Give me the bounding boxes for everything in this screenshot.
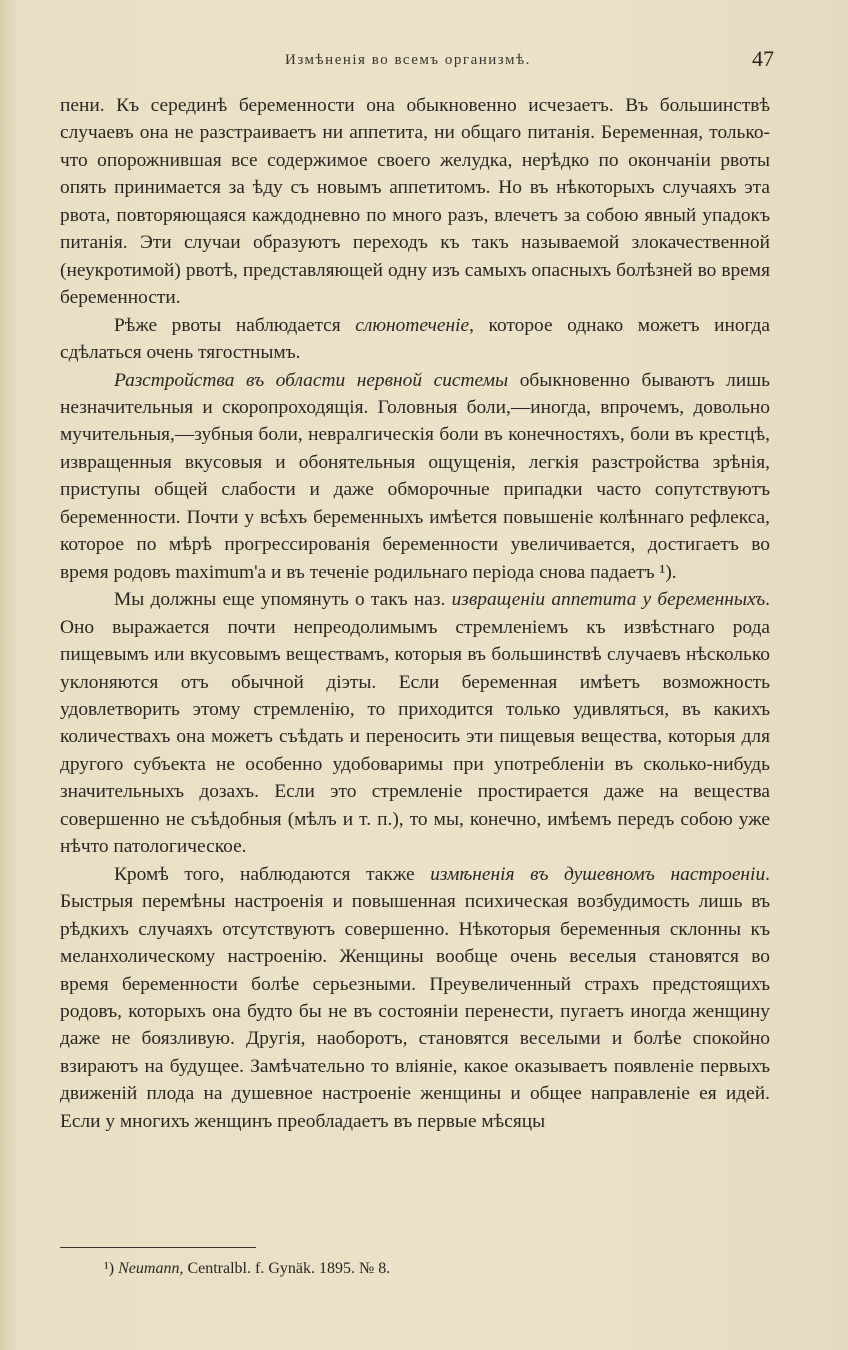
paragraph bbox=[60, 92, 770, 312]
footnote bbox=[104, 1260, 390, 1278]
footnote-citation: , Centralbl. f. Gynäk. 1895. № 8. bbox=[179, 1260, 391, 1277]
paragraph bbox=[60, 312, 770, 367]
italic-phrase: Разстройства въ области нервной системы bbox=[114, 369, 509, 391]
page-header bbox=[0, 46, 848, 76]
footnote-marker: ¹) bbox=[104, 1260, 115, 1277]
italic-phrase: слюнотеченіе bbox=[355, 314, 470, 336]
footnote-author: Neumann bbox=[118, 1260, 180, 1277]
text-run: . Быстрыя перемѣны настроенія и повышенная психическая возбудимость лишь въ рѣдкихъ случаяхъ отсутствуютъ совершенно. Нѣкоторыя беременныя склонны къ меланхолическому настроенію. Женщины вообще очень веселыя становятся во время беременности болѣе серьезными. Преувеличенный страхъ предстоящихъ родовъ, которыхъ она будто бы не въ состояніи перенести, пугаетъ иногда женщину даже не боязливую. Другія, наоборотъ, становятся веселыми и болѣе спокойно взираютъ на будущее. Замѣчательно то вліяніе, какое оказываетъ появленіе первыхъ движеній плода на душевное настроеніе женщины и общее направленіе ея идей. Если у многихъ женщинъ преобладаетъ въ первые мѣсяцы bbox=[60, 863, 770, 1132]
paragraph bbox=[60, 367, 770, 587]
italic-phrase: извращеніи аппетита у беременныхъ bbox=[451, 589, 766, 611]
paragraph bbox=[60, 861, 770, 1136]
text-run: . Оно выражается почти непреодолимымъ стремленіемъ къ извѣстнаго рода пищевымъ или вкусовымъ веществамъ, которыя въ большинствѣ случаевъ нѣсколько уклоняются отъ обычной діэты. Если беременная имѣетъ возможность удовлетворить этому стремленію, то приходится только удивляться, въ какихъ количествахъ она можетъ съѣдать и переносить эти пищевыя вещества, которыя для другого субъекта не особенно удобоваримы при употребленіи въ сколько-нибудь значительныхъ дозахъ. Если это стремленіе простирается даже на вещества совершенно не съѣдобныя (мѣлъ и т. п.), то мы, конечно, имѣемъ передъ собою уже нѣчто патологическое. bbox=[60, 589, 770, 858]
running-title: Измѣненія во всемъ организмѣ. bbox=[285, 52, 531, 68]
italic-phrase: измѣненія въ душевномъ настроеніи bbox=[430, 863, 766, 885]
text-run: пени. Къ серединѣ беременности она обыкновенно исчезаетъ. Въ большинствѣ случаевъ она не разстраиваетъ ни аппетита, ни общаго питанія. Беременная, только-что опорожнившая все содержимое своего желудка, нерѣдко по окончаніи рвоты опять принимается за ѣду съ новымъ аппетитомъ. Но въ нѣкоторыхъ случаяхъ эта рвота, повторяющаяся каждодневно по много разъ, влечетъ за собою явный упадокъ питанія. Эти случаи образуютъ переходъ къ такъ называемой злокачественной (неукротимой) рвотѣ, представляющей одну изъ самыхъ опасныхъ болѣзней во время беременности. bbox=[60, 95, 770, 309]
text-run: Мы должны еще упомянуть о такъ наз. bbox=[114, 589, 452, 611]
body-text bbox=[60, 92, 770, 1135]
page-number: 47 bbox=[752, 46, 774, 71]
paragraph bbox=[60, 586, 770, 861]
text-run: Рѣже рвоты наблюдается bbox=[114, 314, 356, 336]
text-run: , которое однако можетъ иногда сдѣлаться очень тягостнымъ. bbox=[60, 314, 770, 364]
footnote-divider bbox=[60, 1247, 256, 1248]
text-run: Кромѣ того, наблюдаются также bbox=[114, 863, 431, 885]
text-run: обыкновенно бываютъ лишь незначительныя и скоропроходящія. Головныя боли,—иногда, впрочемъ, довольно мучительныя,—зубныя боли, невралгическія боли въ конечностяхъ, боли въ крестцѣ, извращенныя вкусовыя и обонятельныя ощущенія, легкія разстройства зрѣнія, приступы общей слабости и даже обморочные припадки часто сопутствуютъ беременности. Почти у всѣхъ беременныхъ имѣется повышеніе колѣннаго рефлекса, которое по мѣрѣ прогрессированія беременности увеличивается, достигаетъ во время родовъ maximum'а и въ теченіе родильнаго періода снова падаетъ ¹). bbox=[60, 369, 770, 583]
